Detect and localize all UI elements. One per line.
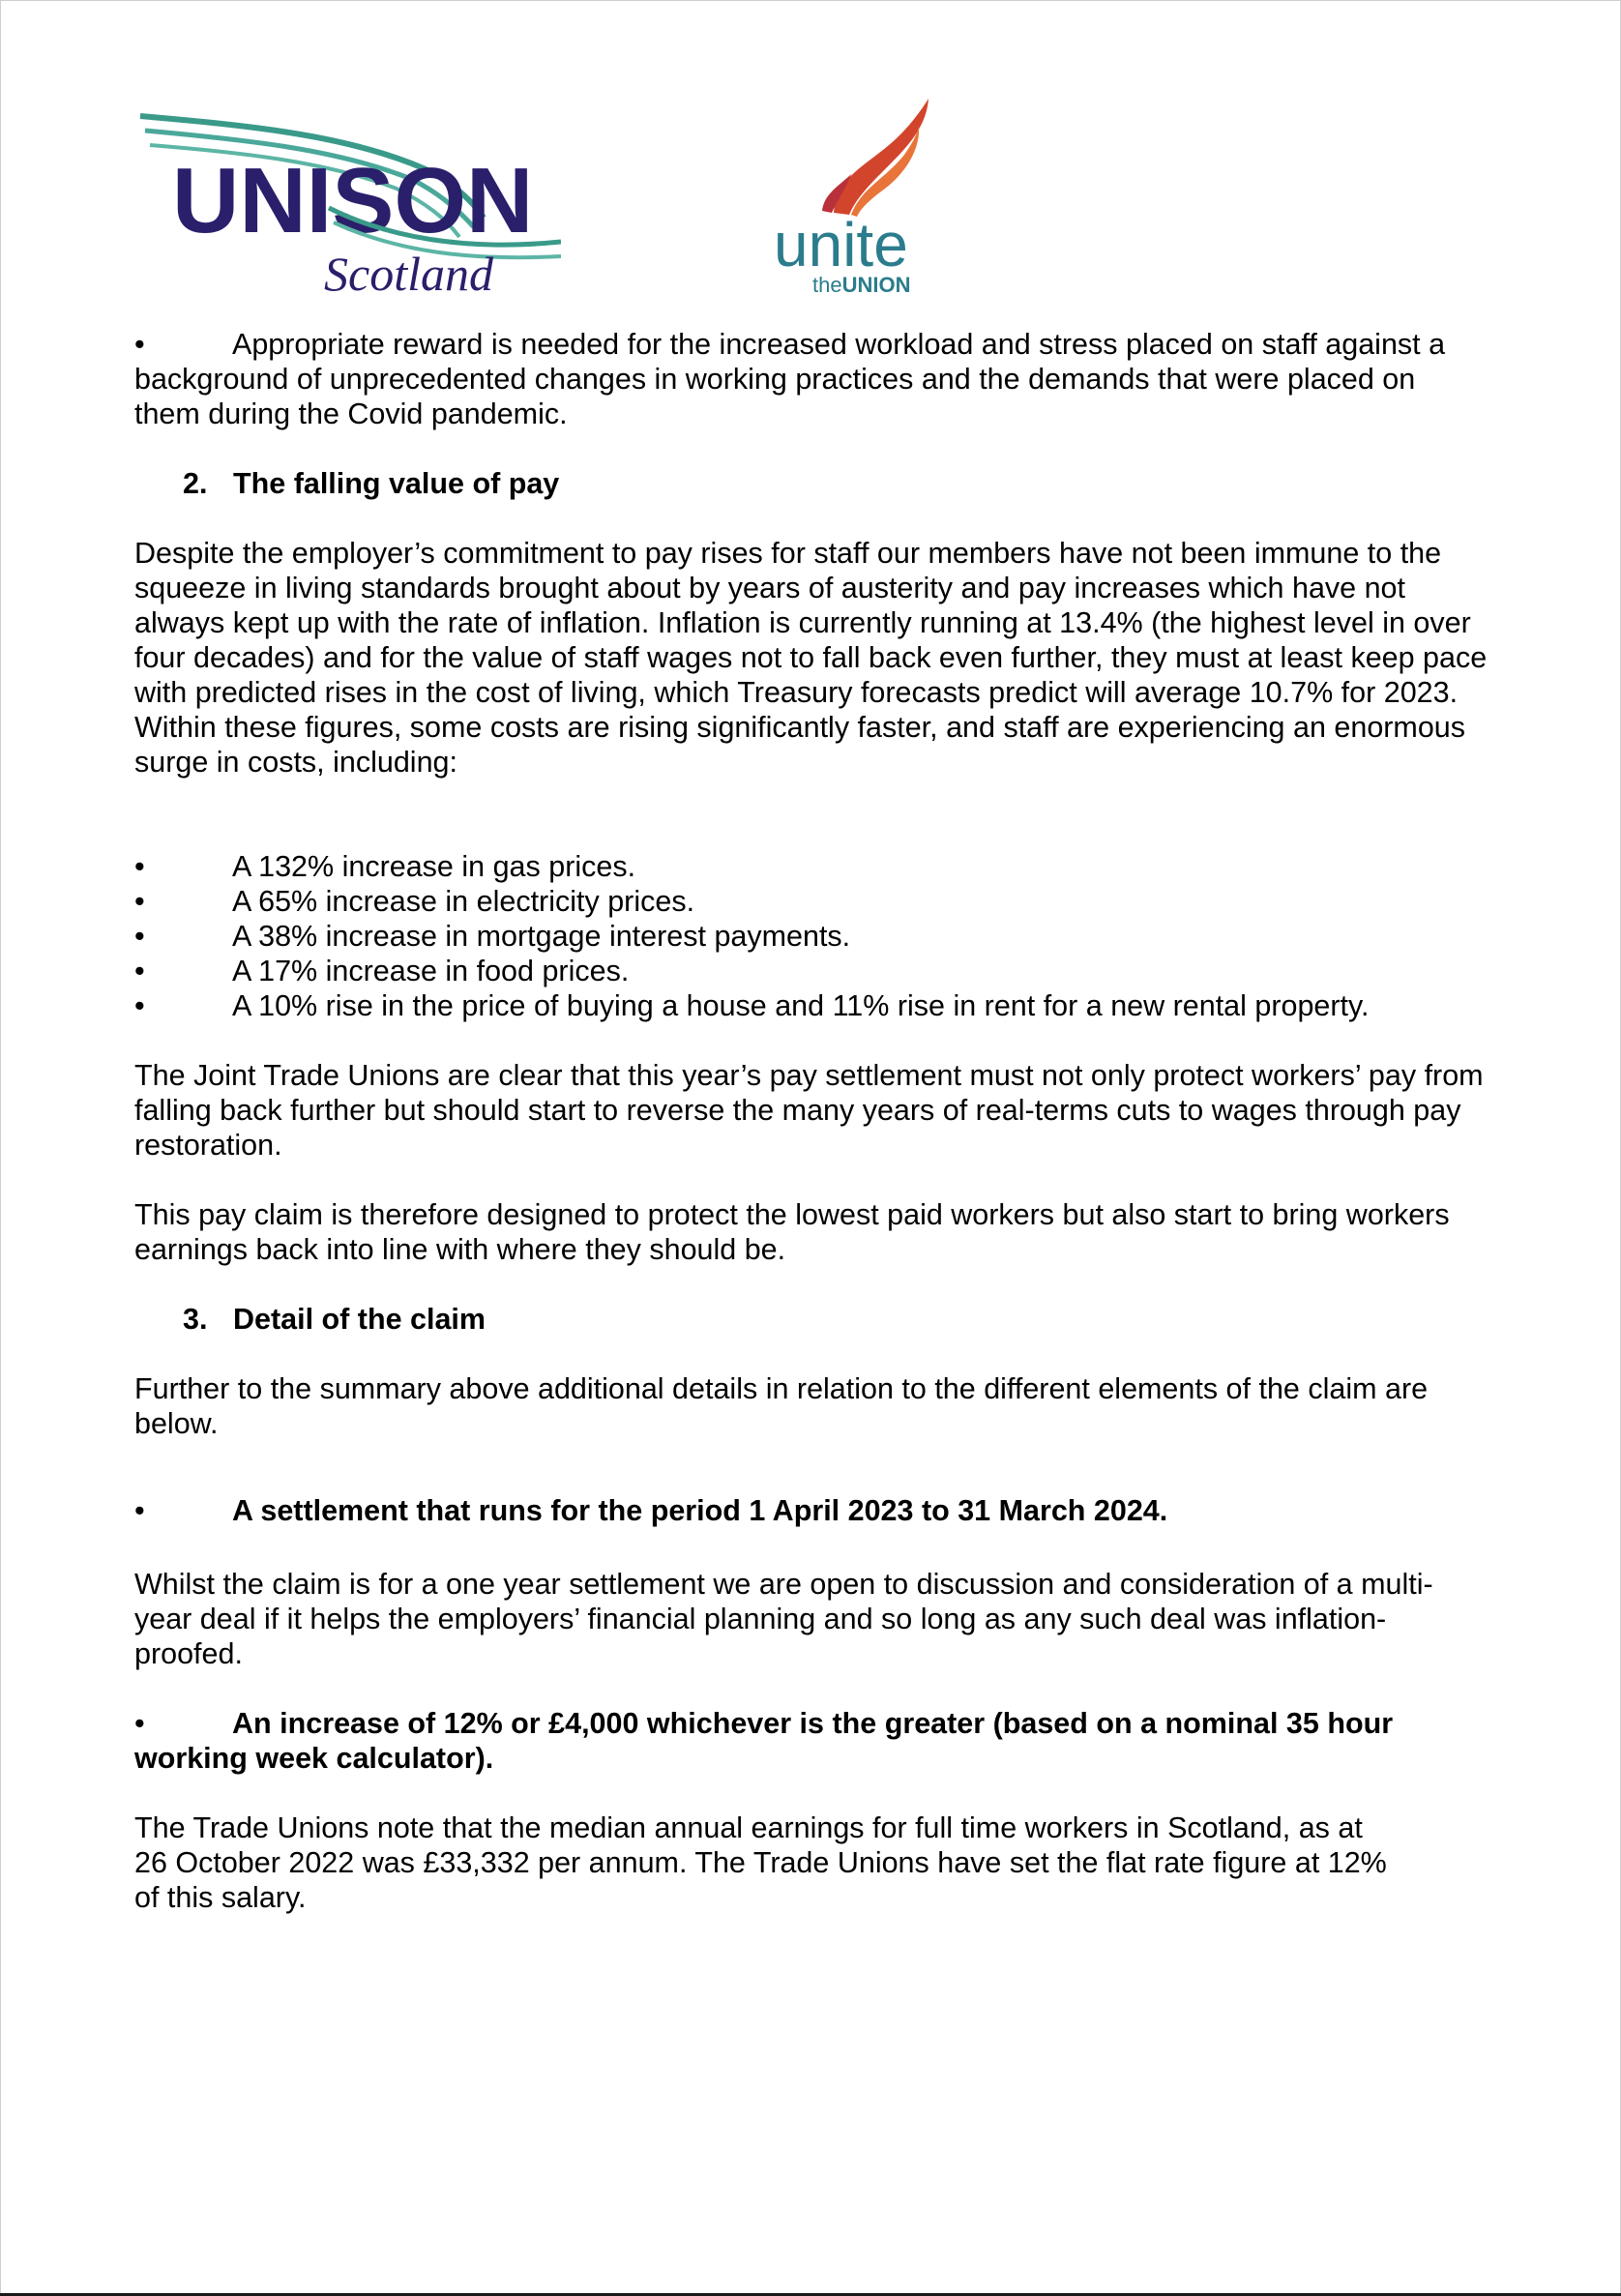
- bullet-icon: •: [134, 328, 145, 361]
- section-2-paragraph-1: Despite the employer’s commitment to pay rises for staff our members have not been immune to the squeeze in living standards brought about by years of austerity and pay increases which have not always kept up with the rate of inflation. Inflation is currently running at 13.4% (the highest level in over four decades) and for the value of staff wages not to fall back even further, they must at least keep pace with predicted rises in the cost of living, which Treasury forecasts predict will average 10.7% for 2023. Within these figures, some costs are rising significantly faster, and staff are experiencing an enormous surge in costs, including:: [134, 537, 1488, 779]
- claim-2-bullet: [134, 1706, 1488, 1776]
- section-2-paragraph-3: This pay claim is therefore designed to protect the lowest paid workers but also start to bring workers earnings back into line with where they should be.: [134, 1198, 1450, 1266]
- intro-bullet: [134, 327, 1488, 431]
- claim-2-explanation: The Trade Unions note that the median annual earnings for full time workers in Scotland, as at 26 October 2022 was £33,332 per annum. The Trade Unions have set the flat rate figure at 12% of this salary.: [134, 1811, 1387, 1914]
- bullet-icon: •: [134, 1707, 145, 1740]
- section-3-number: 3.: [183, 1303, 208, 1336]
- cost-list: [134, 849, 1488, 1023]
- claim-1-bullet: [134, 1493, 1488, 1528]
- claim-1-text: A settlement that runs for the period 1 April 2023 to 31 March 2024.: [232, 1494, 1168, 1527]
- section-3-title: Detail of the claim: [233, 1303, 486, 1336]
- document-body: [134, 327, 1488, 1915]
- bullet-icon: •: [134, 850, 145, 883]
- unison-scotland-text: Scotland: [324, 247, 493, 300]
- unite-wordmark: unite: [774, 210, 908, 280]
- svg-text:theUNION: [812, 273, 910, 297]
- bullet-icon: •: [134, 920, 145, 953]
- intro-bullet-text: Appropriate reward is needed for the increased workload and stress placed on staff against a background of unprecedented changes in working practices and the demands that were placed on them during the Covid pandemic.: [134, 328, 1446, 430]
- cost-item: • A 10% rise in the price of buying a house and 11% rise in rent for a new rental property.: [134, 989, 1370, 1022]
- bullet-icon: •: [134, 1494, 145, 1527]
- unite-union-text: UNION: [841, 273, 911, 297]
- section-2-paragraph-2: The Joint Trade Unions are clear that this year’s pay settlement must not only protect workers’ pay from falling back further but should start to reverse the many years of real-terms cuts to wages through pay restoration.: [134, 1059, 1484, 1162]
- bullet-icon: •: [134, 885, 145, 918]
- unison-wordmark: UNISON: [172, 149, 534, 252]
- claim-2-text: An increase of 12% or £4,000 whichever is the greater (based on a nominal 35 hour working week calculator).: [134, 1707, 1394, 1775]
- bullet-icon: •: [134, 955, 145, 987]
- unite-the-union-logo: [764, 97, 938, 300]
- cost-item: • A 132% increase in gas prices.: [134, 850, 636, 883]
- cost-item: • A 17% increase in food prices.: [134, 955, 630, 987]
- unison-scotland-logo: [135, 97, 561, 300]
- section-2-title: The falling value of pay: [233, 467, 560, 500]
- section-2-number: 2.: [183, 467, 208, 500]
- cost-item: • A 65% increase in electricity prices.: [134, 885, 695, 918]
- section-3-intro: Further to the summary above additional details in relation to the different elements of the claim are below.: [134, 1372, 1429, 1440]
- cost-item: • A 38% increase in mortgage interest payments.: [134, 920, 851, 953]
- unite-the-text: the: [812, 273, 842, 297]
- claim-1-explanation: Whilst the claim is for a one year settlement we are open to discussion and consideration of a multi-year deal if it helps the employers’ financial planning and so long as any such deal was inflation-proofed.: [134, 1568, 1433, 1670]
- bullet-icon: •: [134, 989, 145, 1022]
- section-2-heading: [134, 466, 1488, 501]
- section-3-heading: [134, 1302, 1488, 1337]
